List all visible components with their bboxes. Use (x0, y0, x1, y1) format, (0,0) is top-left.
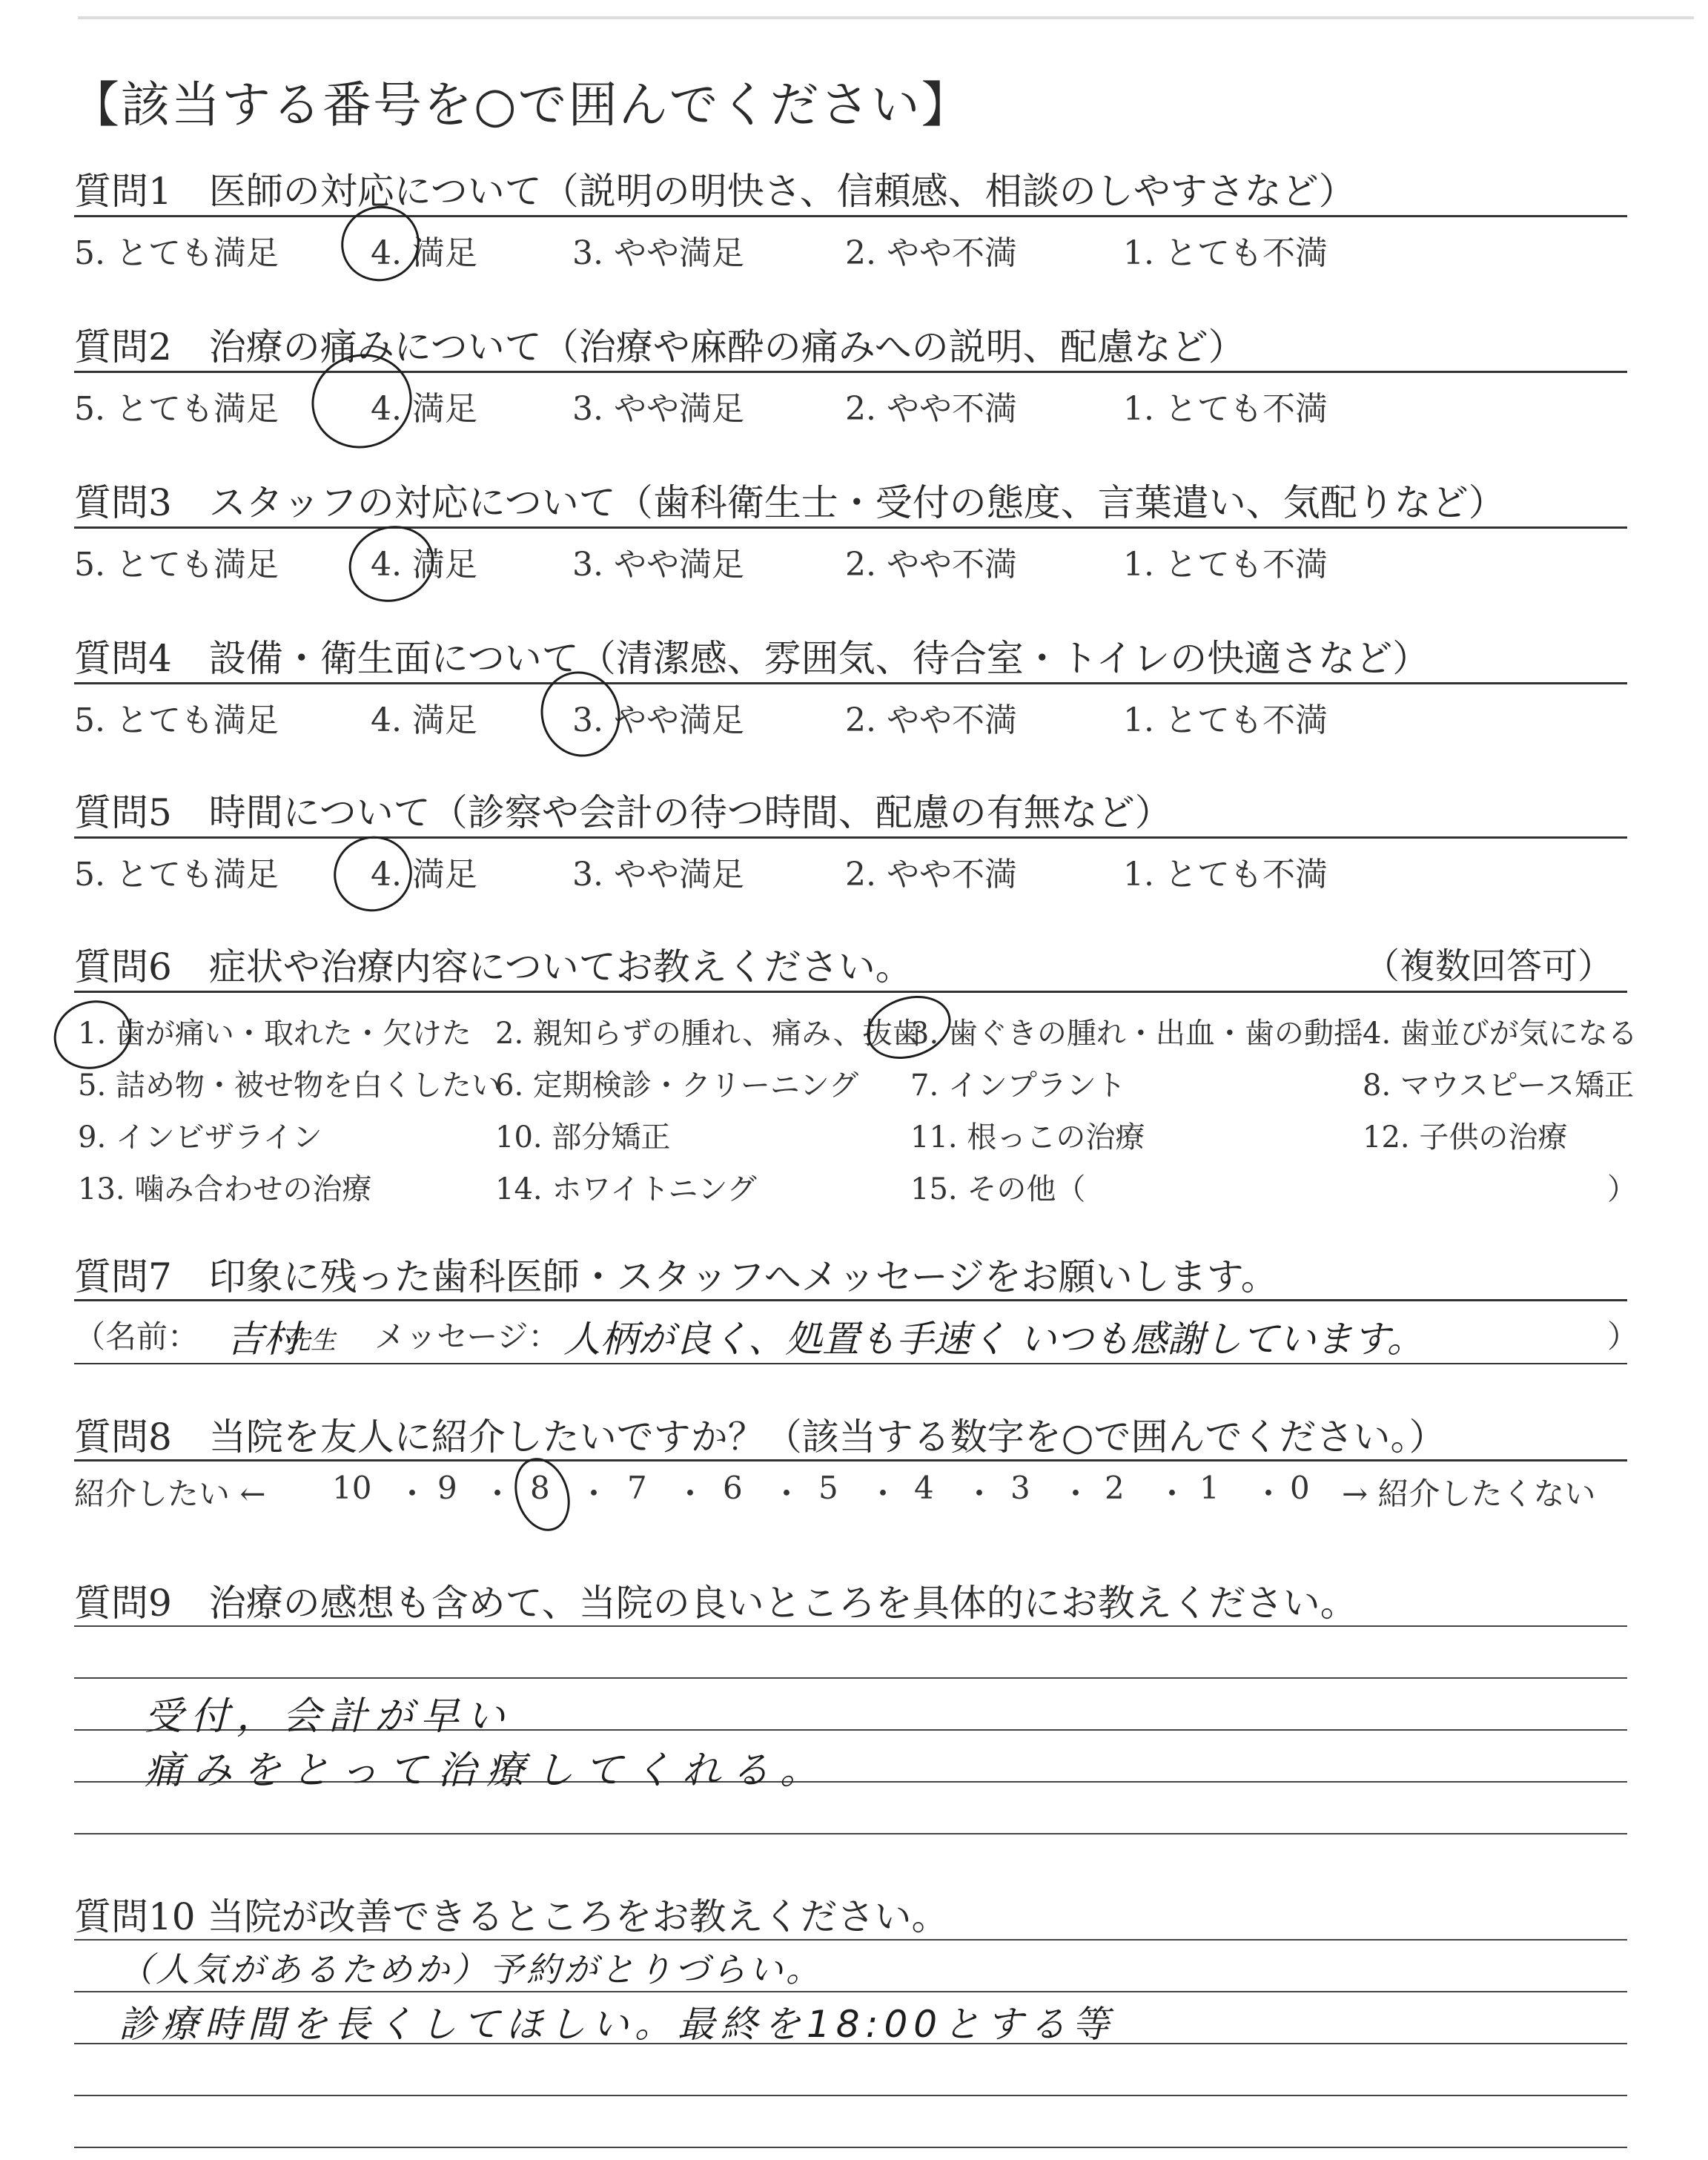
top-border-line (78, 16, 1694, 19)
q8-scale-dot: ・ (397, 1476, 428, 1512)
q8-scale-dot: ・ (771, 1476, 803, 1512)
q7-name-label: （名前： (74, 1318, 199, 1355)
q7-message-value[interactable]: 人柄が良く、処置も手速く いつも感謝しています。 (563, 1318, 1424, 1361)
q5-choice-5[interactable]: 5. とても満足 (74, 856, 279, 894)
q7-name-value[interactable]: 吉村 (226, 1318, 300, 1361)
q9-answer-line-2[interactable]: 痛みをとって治療してくれる。 (145, 1748, 829, 1793)
q8-scale-8[interactable]: 8 (530, 1470, 550, 1506)
q5-choice-3[interactable]: 3. やや満足 (572, 856, 744, 894)
q6-option-8[interactable]: 8. マウスピース矯正 (1363, 1069, 1635, 1103)
q8-scale-3[interactable]: 3 (1010, 1470, 1030, 1506)
q6-option-13[interactable]: 13. 噛み合わせの治療 (78, 1172, 372, 1206)
q6-option-15[interactable]: 15. その他（ (910, 1172, 1086, 1206)
q7-underline (74, 1299, 1627, 1301)
q1-choice-3[interactable]: 3. やや満足 (572, 234, 744, 272)
q7-bottom-line (74, 1363, 1627, 1364)
q6-option-10[interactable]: 10. 部分矯正 (495, 1120, 671, 1155)
q8-scale-dot: ・ (1156, 1476, 1188, 1512)
q8-scale-10[interactable]: 10 (332, 1470, 372, 1506)
q3-title: 質問3 スタッフの対応について（歯科衛生士・受付の態度、言葉遣い、気配りなど） (74, 481, 1506, 524)
q9-title: 質問9 治療の感想も含めて、当院の良いところを具体的にお教えください。 (74, 1582, 1357, 1625)
q8-scale-dot: ・ (675, 1476, 706, 1512)
q6-option-14[interactable]: 14. ホワイトニング (495, 1172, 757, 1206)
q8-right-label: → 紹介したくない (1342, 1476, 1596, 1512)
q2-choice-3[interactable]: 3. やや満足 (572, 390, 744, 428)
q6-option-12[interactable]: 12. 子供の治療 (1363, 1120, 1568, 1155)
q3-choice-5[interactable]: 5. とても満足 (74, 546, 279, 584)
q8-scale-1[interactable]: 1 (1199, 1470, 1219, 1506)
q5-selected-circle (324, 826, 422, 922)
q4-choice-1[interactable]: 1. とても不満 (1123, 701, 1328, 739)
q8-scale-dot: ・ (578, 1476, 610, 1512)
q6-option-5[interactable]: 5. 詰め物・被せ物を白くしたい (78, 1069, 501, 1103)
q9-ruled-line (74, 1677, 1627, 1679)
q3-choice-1[interactable]: 1. とても不満 (1123, 546, 1328, 584)
q8-scale-dot: ・ (964, 1476, 996, 1512)
q10-ruled-line (74, 2147, 1627, 2148)
q4-choice-5[interactable]: 5. とても満足 (74, 701, 279, 739)
q10-ruled-line (74, 1939, 1627, 1941)
q8-left-label: 紹介したい ← (74, 1476, 266, 1512)
q10-answer-line-1[interactable]: （人気があるためか）予約がとりづらい。 (119, 1949, 823, 1989)
q5-choice-4[interactable]: 4. 満足 (371, 856, 477, 894)
q10-title: 質問10 当院が改善できるところをお教えください。 (74, 1895, 949, 1938)
q3-selected-circle (339, 515, 444, 613)
q4-choice-3[interactable]: 3. やや満足 (572, 701, 744, 739)
q5-choice-1[interactable]: 1. とても不満 (1123, 856, 1328, 894)
q3-choice-3[interactable]: 3. やや満足 (572, 546, 744, 584)
q6-selected-circle-3 (858, 985, 959, 1069)
q6-option-15-close: ） (1607, 1172, 1637, 1206)
q1-title: 質問1 医師の対応について（説明の明快さ、信頼感、相談のしやすさなど） (74, 170, 1356, 213)
q6-option-1[interactable]: 1. 歯が痛い・取れた・欠けた (78, 1017, 471, 1051)
q4-title: 質問4 設備・衛生面について（清潔感、雰囲気、待合室・トイレの快適さなど） (74, 637, 1430, 680)
q6-option-2[interactable]: 2. 親知らずの腫れ、痛み、抜歯 (495, 1017, 922, 1051)
q8-scale-dot: ・ (482, 1476, 514, 1512)
q1-choice-1[interactable]: 1. とても不満 (1123, 234, 1328, 272)
q5-underline (74, 836, 1627, 839)
q6-option-4[interactable]: 4. 歯並びが気になる (1363, 1017, 1638, 1051)
q7-name-suffix: 先生 (285, 1326, 336, 1355)
q8-underline (74, 1459, 1627, 1462)
q1-choice-4[interactable]: 4. 満足 (371, 234, 477, 272)
q5-title: 質問5 時間について（診察や会計の待つ時間、配慮の有無など） (74, 791, 1172, 834)
q8-scale-5[interactable]: 5 (818, 1470, 838, 1506)
q10-answer-line-2[interactable]: 診療時間を長くしてほしい。最終を18:00とする等 (119, 2003, 1116, 2046)
q1-underline (74, 215, 1627, 217)
q4-choice-2[interactable]: 2. やや不満 (845, 701, 1017, 739)
q6-option-7[interactable]: 7. インプラント (910, 1069, 1126, 1103)
q9-ruled-line (74, 1625, 1627, 1627)
q8-scale-6[interactable]: 6 (723, 1470, 743, 1506)
q6-option-11[interactable]: 11. 根っこの治療 (910, 1120, 1145, 1155)
q10-ruled-line (74, 2095, 1627, 2096)
q8-scale-2[interactable]: 2 (1105, 1470, 1125, 1506)
q7-title: 質問7 印象に残った歯科医師・スタッフへメッセージをお願いします。 (74, 1255, 1278, 1298)
q2-underline (74, 371, 1627, 373)
q2-choice-5[interactable]: 5. とても満足 (74, 390, 279, 428)
q8-scale-0[interactable]: 0 (1290, 1470, 1310, 1506)
q6-option-6[interactable]: 6. 定期検診・クリーニング (495, 1069, 859, 1103)
q7-message-label: メッセージ： (374, 1318, 560, 1355)
q8-scale-dot: ・ (1253, 1476, 1285, 1512)
q2-choice-2[interactable]: 2. やや不満 (845, 390, 1017, 428)
q3-choice-2[interactable]: 2. やや不満 (845, 546, 1017, 584)
q8-scale-9[interactable]: 9 (437, 1470, 457, 1506)
q5-choice-2[interactable]: 2. やや不満 (845, 856, 1017, 894)
q6-underline (74, 991, 1627, 993)
q2-choice-1[interactable]: 1. とても不満 (1123, 390, 1328, 428)
q4-choice-4[interactable]: 4. 満足 (371, 701, 477, 739)
q9-ruled-line (74, 1833, 1627, 1834)
q1-choice-5[interactable]: 5. とても満足 (74, 234, 279, 272)
q3-choice-4[interactable]: 4. 満足 (371, 546, 477, 584)
q8-scale-dot: ・ (867, 1476, 899, 1512)
q6-multiple-note: （複数回答可） (1364, 945, 1614, 987)
q2-title: 質問2 治療の痛みについて（治療や麻酔の痛みへの説明、配慮など） (74, 326, 1245, 369)
q6-title: 質問6 症状や治療内容についてお教えください。 (74, 945, 913, 988)
q7-close-paren: ） (1607, 1318, 1639, 1355)
q9-answer-line-1[interactable]: 受付，会計が早い (145, 1694, 513, 1739)
q8-scale-dot: ・ (1060, 1476, 1092, 1512)
q2-choice-4[interactable]: 4. 満足 (371, 390, 477, 428)
q8-scale-4[interactable]: 4 (914, 1470, 934, 1506)
page-header: 【該当する番号を○で囲んでください】 (70, 76, 972, 133)
q8-scale-7[interactable]: 7 (627, 1470, 647, 1506)
q8-selected-circle (506, 1451, 579, 1539)
q1-choice-2[interactable]: 2. やや不満 (845, 234, 1017, 272)
q3-underline (74, 526, 1627, 529)
q4-underline (74, 682, 1627, 684)
q6-option-3[interactable]: 3. 歯ぐきの腫れ・出血・歯の動揺 (910, 1017, 1363, 1051)
q8-title: 質問8 当院を友人に紹介したいですか？（該当する数字を○で囲んでください。） (74, 1416, 1446, 1459)
q6-option-9[interactable]: 9. インビザライン (78, 1120, 322, 1155)
